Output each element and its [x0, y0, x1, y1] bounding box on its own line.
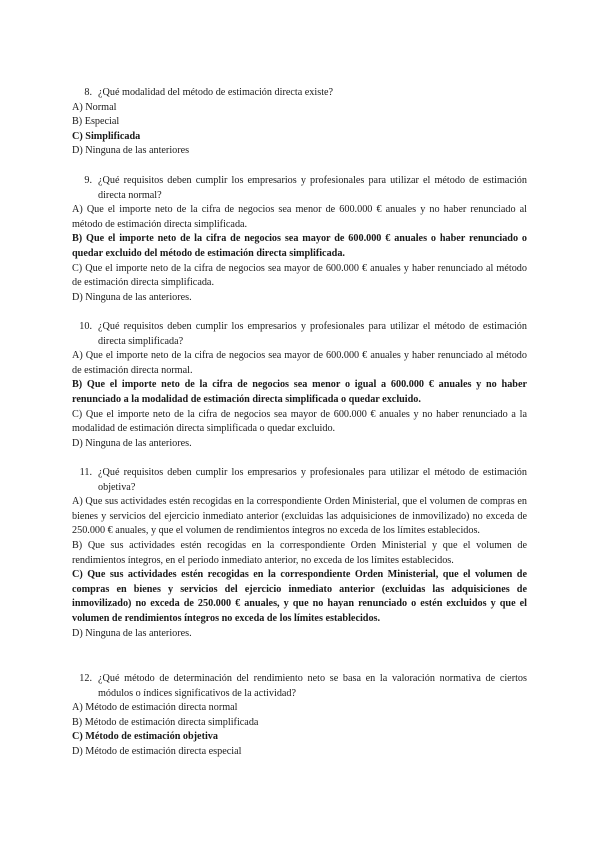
option-b: B) Que sus actividades estén recogidas en la correspondiente Orden Ministerial y que el volumen de rendimientos íntegros, en el periodo inmediato anterior, no exceda de los límites establecidos. [72, 539, 527, 566]
question-number: 9. [84, 175, 92, 186]
question-heading [72, 174, 527, 203]
option-d: D) Ninguna de las anteriores [72, 145, 190, 157]
option-d: D) Ninguna de las anteriores. [72, 627, 192, 639]
question-12 [72, 672, 527, 760]
question-10 [72, 320, 527, 451]
option-b-correct: B) Que el importe neto de la cifra de negocios sea menor o igual a 600.000 € anuales y no haber renunciado a la modalidad de estimación directa simplificada o quedar excluido. [72, 379, 527, 405]
option-a: A) Que el importe neto de la cifra de negocios sea mayor de 600.000 € anuales y haber renunciado al método de estimación directa normal. [72, 350, 527, 376]
option-d: D) Ninguna de las anteriores. [72, 437, 192, 449]
option-b: B) Especial [72, 116, 120, 128]
question-number: 10. [79, 321, 92, 332]
question-heading [72, 672, 527, 701]
option-a: A) Normal [72, 101, 117, 113]
question-text: ¿Qué requisitos deben cumplir los empresarios y profesionales para utilizar el método de estimación directa normal? [98, 175, 527, 201]
question-number: 8. [84, 87, 92, 98]
option-c-correct: C) Que sus actividades estén recogidas en la correspondiente Orden Ministerial, que el volumen de compras en bienes y servicios del ejercicio inmediato anterior (excluidas las adquisiciones de inmovilizado) no exceda de 250.000 € anuales, y que no hayan renunciado o estén excluidos y que el volumen de rendimientos íntegros no exceda de los límites establecidos. [72, 569, 527, 624]
option-c: C) Que el importe neto de la cifra de negocios sea mayor de 600.000 € anuales y no haber renunciado a la modalidad de estimación directa simplificada o quedar excluido. [72, 408, 527, 435]
option-a: A) Método de estimación directa normal [72, 702, 238, 714]
question-number: 11. [79, 467, 92, 478]
option-b: B) Método de estimación directa simplificada [72, 716, 259, 728]
question-text: ¿Qué requisitos deben cumplir los empresarios y profesionales para utilizar el método de estimación directa simplificada? [98, 321, 527, 347]
question-heading [72, 320, 527, 349]
question-9 [72, 174, 527, 305]
option-a: A) Que el importe neto de la cifra de negocios sea menor de 600.000 € anuales y no haber renunciado al método de estimación directa simplificada. [72, 204, 527, 230]
question-11 [72, 466, 527, 641]
option-c-correct: C) Simplificada [72, 130, 141, 142]
question-8 [72, 86, 527, 159]
option-c: C) Que el importe neto de la cifra de negocios sea mayor de 600.000 € anuales y haber renunciado al método de estimación directa simplificada. [72, 262, 527, 289]
question-heading [72, 86, 527, 101]
question-heading [72, 466, 527, 495]
question-text: ¿Qué método de determinación del rendimiento neto se basa en la valoración normativa de ciertos módulos o índices significativos de la actividad? [98, 673, 527, 699]
option-a: A) Que sus actividades estén recogidas en la correspondiente Orden Ministerial, que el volumen de compras en bienes y servicios del ejercicio inmediato anterior (excluidas las adquisiciones de inmovilizado) no exceda de 250.000 € anuales, y que el volumen de rendimientos íntegros no exceda de los límites establecidos. [72, 496, 527, 537]
question-text: ¿Qué requisitos deben cumplir los empresarios y profesionales para utilizar el método de estimación objetiva? [98, 467, 527, 493]
option-d: D) Método de estimación directa especial [72, 745, 242, 757]
question-text: ¿Qué modalidad del método de estimación directa existe? [98, 87, 334, 98]
question-number: 12. [79, 673, 92, 684]
option-d: D) Ninguna de las anteriores. [72, 291, 192, 303]
option-b-correct: B) Que el importe neto de la cifra de negocios sea mayor de 600.000 € anuales o haber renunciado o quedar excluido del método de estimación directa simplificada. [72, 233, 527, 259]
option-c-correct: C) Método de estimación objetiva [72, 731, 218, 743]
